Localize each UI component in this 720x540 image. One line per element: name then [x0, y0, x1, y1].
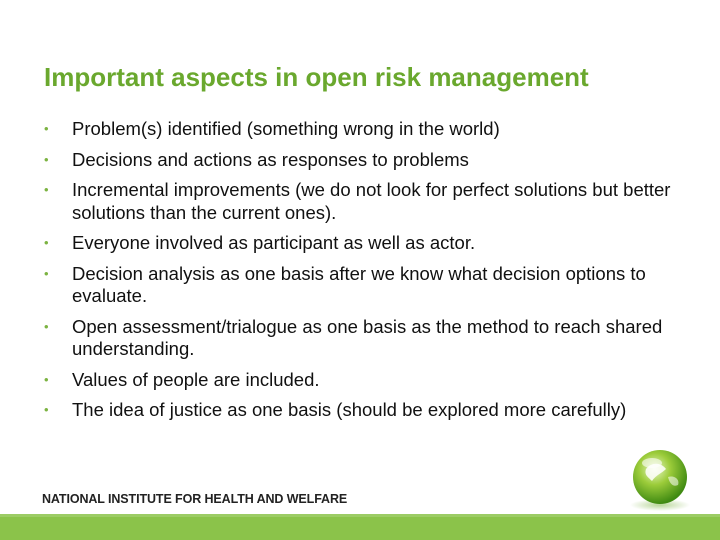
bullet-glyph: • [44, 121, 49, 136]
bullet-glyph: • [44, 182, 49, 197]
bullet-item [44, 118, 674, 141]
bullet-list [44, 118, 674, 430]
bullet-text: Incremental improvements (we do not look for perfect solutions but better solutions than the current ones). [72, 179, 671, 223]
bullet-glyph: • [44, 265, 49, 281]
bullet-text: Open assessment/trialogue as one basis as the method to reach shared understanding. [72, 315, 663, 359]
bullet-item [44, 149, 674, 172]
bullet-glyph: • [44, 151, 49, 167]
bullet-item [44, 179, 674, 224]
footer-bar-highlight [0, 514, 720, 517]
bullet-text: Values of people are included. [72, 368, 320, 390]
bullet-item [44, 369, 674, 392]
bullet-item [44, 399, 674, 422]
organization-name: NATIONAL INSTITUTE FOR HEALTH AND WELFARE [42, 492, 348, 506]
bullet-glyph: • [44, 318, 49, 334]
bullet-text: Decisions and actions as responses to problems [72, 148, 469, 170]
bullet-text: The idea of justice as one basis (should be explored more carefully) [72, 399, 627, 420]
bullet-item [44, 263, 674, 308]
bullet-text: Problem(s) identified (something wrong in the world) [72, 118, 500, 139]
footer-bar [0, 514, 720, 540]
bullet-item [44, 316, 674, 361]
bullet-glyph: • [44, 235, 49, 250]
bullet-glyph: • [44, 402, 49, 417]
green-globe-icon [622, 447, 698, 513]
slide-title: Important aspects in open risk management [44, 62, 589, 92]
bullet-item [44, 232, 674, 255]
bullet-glyph: • [44, 371, 49, 387]
bullet-text: Decision analysis as one basis after we know what decision options to evaluate. [72, 262, 646, 306]
bullet-text: Everyone involved as participant as well as actor. [72, 232, 476, 253]
